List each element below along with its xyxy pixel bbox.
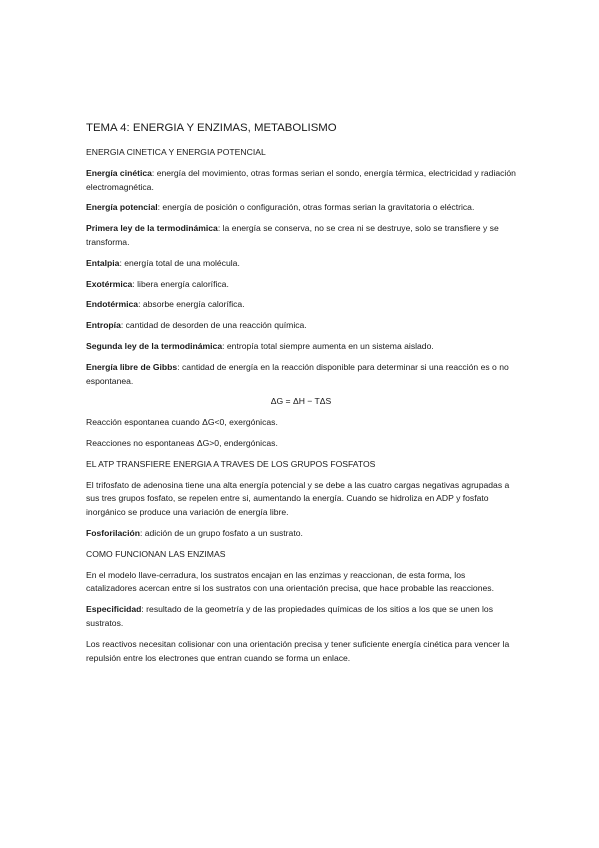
definition-text: : adición de un grupo fosfato a un sustrato. [139,527,303,538]
term: Segunda ley de la termodinámica [86,340,223,351]
section-heading-enzimas: COMO FUNCIONAN LAS ENZIMAS [86,548,226,559]
definition-text: : entropía total siempre aumenta en un sistema aislado. [222,340,434,351]
paragraph-espontanea: Reacción espontanea cuando ΔG<0, exergónicas. [86,417,278,428]
definition-entropia [86,319,516,333]
term: Energía potencial [86,202,158,213]
paragraph-reactivos: Los reactivos necesitan colisionar con una orientación precisa y tener suficiente energía cinética para vencer la repulsión entre los electrones que entran cuando se forma un enlace. [86,638,510,663]
term: Entropía [86,320,121,331]
paragraph-no-espontanea: Reacciones no espontaneas ΔG>0, endergónicas. [86,437,278,448]
term: Fosforilación [86,527,140,538]
term: Especificidad [86,604,142,615]
gibbs-formula: ΔG = ΔH − TΔS [270,396,332,407]
section-heading-atp: EL ATP TRANSFIERE ENERGIA A TRAVES DE LOS GRUPOS FOSFATOS [86,458,376,469]
definition-especificidad [86,603,516,631]
definition-text: : la energía se conserva, no se crea ni se destruye, solo se transfiere y se transforma. [86,223,499,247]
definition-text: : absorbe energía calorífica. [138,299,245,310]
definition-energia-potencial [86,201,516,215]
definition-fosforilacion [86,527,516,541]
definition-endotermica [86,298,516,312]
term: Energía libre de Gibbs [86,361,178,372]
definition-text: : energía del movimiento, otras formas serian el sondo, energía térmica, electricidad y radiación electromagnética. [86,167,516,192]
definition-text: : energía de posición o configuración, otras formas serian la gravitatoria o eléctrica. [157,202,475,213]
definition-text: : libera energía calorífica. [132,278,229,289]
term: Entalpia [86,257,120,268]
definition-text: : cantidad de desorden de una reacción química. [120,320,307,331]
term: Endotérmica [86,299,139,310]
definition-segunda-ley [86,340,516,354]
paragraph-modelo-llave-cerradura: En el modelo llave-cerradura, los sustratos encajan en las enzimas y reaccionan, de esta forma, los catalizadores acercan entre si los sustratos con una orientación precisa, que hace probable las reacciones. [86,569,494,594]
document-content [86,121,516,672]
term: Energía cinética [86,167,152,178]
term: Primera ley de la termodinámica [86,223,218,234]
page-title: TEMA 4: ENERGIA Y ENZIMAS, METABOLISMO [86,122,337,134]
definition-primera-ley [86,222,516,250]
paragraph-atp: El trifosfato de adenosina tiene una alta energía potencial y se debe a las cuatro cargas negativas agrupadas a sus tres grupos fosfato, se repelen entre si, aumentando la energía. Cuando se hidroliza en ADP y fosfato inorgánico se produce una variación de energía libre. [86,479,510,518]
definition-text: : cantidad de energía en la reacción disponible para determinar si una reacción es o no espontanea. [86,361,509,386]
definition-energia-cinetica [86,167,516,195]
definition-text: : energía total de una molécula. [119,257,240,268]
section-heading-energia: ENERGIA CINETICA Y ENERGIA POTENCIAL [86,147,266,157]
definition-text: : resultado de la geometría y de las propiedades químicas de los sitios a los que se unen los sustratos. [86,604,494,628]
definition-entalpia [86,257,516,271]
term: Exotérmica [86,278,133,289]
definition-exotermica [86,278,516,292]
definition-gibbs [86,361,516,389]
